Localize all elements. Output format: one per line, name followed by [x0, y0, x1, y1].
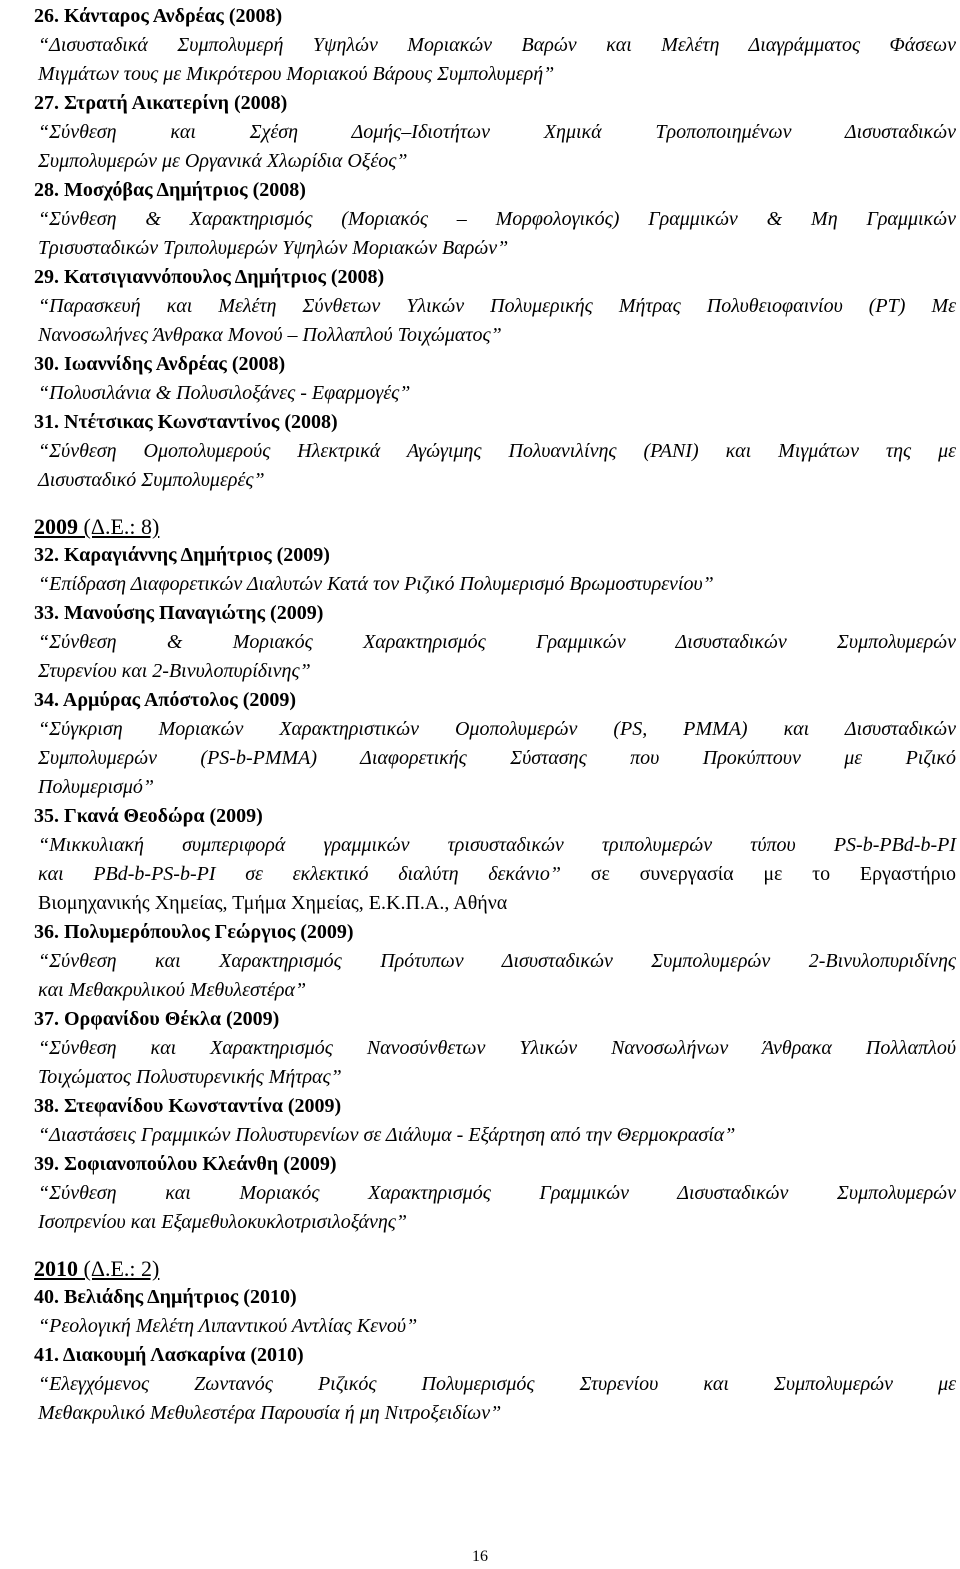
entry-36: [34, 918, 956, 1005]
entry-29: [34, 263, 956, 350]
entry-author: Στρατή Αικατερίνη (2008): [64, 92, 288, 114]
entry-heading: [34, 802, 956, 831]
entry-30: [34, 350, 956, 408]
entry-number: 27.: [34, 92, 59, 114]
entry-title-line: “Σύνθεση & Χαρακτηρισμός (Μοριακός – Μορφολογικός) Γραμμικών & Μη Γραμμικών: [38, 208, 956, 230]
year-heading-2009: [34, 513, 956, 541]
entry-title-line: “Ρεολογική Μελέτη Λιπαντικού Αντλίας Κενού”: [38, 1315, 418, 1337]
entry-author: Μοσχόβας Δημήτριος (2008): [64, 179, 306, 201]
entry-40: [34, 1283, 956, 1341]
entry-note-part: σε συνεργασία με το Εργαστήριο: [590, 863, 957, 885]
entry-title-line: “Σύνθεση & Μοριακός Χαρακτηρισμός Γραμμικών Δισυσταδικών Συμπολυμερών: [38, 631, 956, 653]
entry-title-line: Μιγμάτων τους με Μικρότερου Μοριακού Βάρους Συμπολυμερή”: [38, 63, 555, 85]
entry-32: [34, 541, 956, 599]
entry-number: 41.: [34, 1344, 59, 1366]
entry-title-line: “Δισυσταδικά Συμπολυμερή Υψηλών Μοριακών Βαρών και Μελέτη Διαγράμματος Φάσεων: [38, 34, 956, 56]
entry-39: [34, 1150, 956, 1237]
entries-2009-part2: [34, 918, 956, 1237]
entry-author: Διακουμή Λασκαρίνα (2010): [62, 1344, 304, 1366]
entry-title-line: “Σύνθεση και Χαρακτηρισμός Πρότυπων Δισυσταδικών Συμπολυμερών 2-Βινυλοπυριδίνης: [38, 950, 956, 972]
entry-number: 38.: [34, 1095, 59, 1117]
entry-title-line: Συμπολυμερών (PS-b-PMMA) Διαφορετικής Σύστασης που Προκύπτουν με Ριζικό: [38, 747, 956, 769]
entry-heading: [34, 176, 956, 205]
entry-heading: [34, 1005, 956, 1034]
entry-number: 33.: [34, 602, 59, 624]
entry-number: 35.: [34, 805, 59, 827]
page-number: 16: [472, 1548, 488, 1565]
entry-34: [34, 686, 956, 802]
entry-title-line: Μεθακρυλικό Μεθυλεστέρα Παρουσία ή μη Νιτροξειδίων”: [38, 1402, 502, 1424]
entry-title-part: και PBd-b-PS-b-PI σε εκλεκτικό διαλύτη δεκάνιο”: [38, 863, 562, 885]
entry-author: Καραγιάννης Δημήτριος (2009): [64, 544, 330, 566]
entry-38: [34, 1092, 956, 1150]
entry-number: 30.: [34, 353, 59, 375]
entry-author: Βελιάδης Δημήτριος (2010): [64, 1286, 297, 1308]
entry-title-line: “Μικκυλιακή συμπεριφορά γραμμικών τρισυσταδικών τριπολυμερών τύπου PS-b-PBd-b-PI: [38, 834, 956, 856]
entry-title-line: “Διαστάσεις Γραμμικών Πολυστυρενίων σε Διάλυμα - Εξάρτηση από την Θερμοκρασία”: [38, 1124, 736, 1146]
entry-number: 31.: [34, 411, 59, 433]
entry-title-line: “Παρασκευή και Μελέτη Σύνθετων Υλικών Πολυμερικής Μήτρας Πολυθειοφαινίου (PT) Με: [38, 295, 956, 317]
entry-35: [34, 802, 956, 918]
entry-37: [34, 1005, 956, 1092]
entry-heading: [34, 1341, 956, 1370]
entry-heading: [34, 1150, 956, 1179]
entries-2009-part1: [34, 541, 956, 802]
entry-title-line: [34, 860, 956, 889]
entry-title-line: “Επίδραση Διαφορετικών Διαλυτών Κατά τον Ριζικό Πολυμερισμό Βρωμοστυρενίου”: [38, 573, 714, 595]
entry-author: Κατσιγιαννόπουλος Δημήτριος (2008): [64, 266, 385, 288]
entry-title-line: “Σύγκριση Μοριακών Χαρακτηριστικών Ομοπολυμερών (PS, PMMA) και Δισυσταδικών: [38, 718, 956, 740]
entry-number: 32.: [34, 544, 59, 566]
entry-26: [34, 2, 956, 89]
entry-title-line: “Πολυσιλάνια & Πολυσιλοξάνες - Εφαρμογές”: [38, 382, 411, 404]
entry-heading: [34, 599, 956, 628]
entry-heading: [34, 1092, 956, 1121]
entry-author: Ορφανίδου Θέκλα (2009): [64, 1008, 280, 1030]
entry-heading: [34, 541, 956, 570]
entry-title-line: “Σύνθεση και Σχέση Δομής–Ιδιοτήτων Χημικά Τροποποιημένων Δισυσταδικών: [38, 121, 956, 143]
year-count: (Δ.Ε.: 8): [83, 514, 160, 539]
thesis-list: [34, 2, 956, 1428]
entry-author: Στεφανίδου Κωνσταντίνα (2009): [64, 1095, 342, 1117]
entry-title-line: Ισοπρενίου και Εξαμεθυλοκυκλοτρισιλοξάνης”: [38, 1211, 408, 1233]
year-label: 2009: [34, 514, 84, 539]
entry-title-line: και Μεθακρυλικού Μεθυλεστέρα”: [38, 979, 307, 1001]
entry-title-line: “Σύνθεση Ομοπολυμερούς Ηλεκτρικά Αγώγιμης Πολυανιλίνης (PANI) και Μιγμάτων της με: [38, 440, 956, 462]
entry-heading: [34, 263, 956, 292]
entry-heading: [34, 2, 956, 31]
entry-31: [34, 408, 956, 495]
entry-number: 26.: [34, 5, 59, 27]
entry-title-line: “Σύνθεση και Μοριακός Χαρακτηρισμός Γραμμικών Δισυσταδικών Συμπολυμερών: [38, 1182, 956, 1204]
year-label: 2010: [34, 1256, 84, 1281]
entry-title-line: Συμπολυμερών με Οργανικά Χλωρίδια Οξέος”: [38, 150, 408, 172]
entry-title-line: “Σύνθεση και Χαρακτηρισμός Νανοσύνθετων Υλικών Νανοσωλήνων Άνθρακα Πολλαπλού: [38, 1037, 956, 1059]
entry-author: Ιωαννίδης Ανδρέας (2008): [64, 353, 286, 375]
entry-heading: [34, 89, 956, 118]
entry-28: [34, 176, 956, 263]
entry-author: Μανούσης Παναγιώτης (2009): [64, 602, 324, 624]
entry-title-line: Δισυσταδικό Συμπολυμερές”: [38, 469, 265, 491]
entry-author: Πολυμερόπουλος Γεώργιος (2009): [64, 921, 354, 943]
entry-41: [34, 1341, 956, 1428]
entry-note-line: Βιομηχανικής Χημείας, Τμήμα Χημείας, Ε.Κ.Π.Α., Αθήνα: [38, 892, 508, 914]
year-heading-2010: [34, 1255, 956, 1283]
entry-title-line: Νανοσωλήνες Άνθρακα Μονού – Πολλαπλού Τοιχώματος”: [38, 324, 502, 346]
entry-title-line: Στυρενίου και 2-Βινυλοπυρίδινης”: [38, 660, 311, 682]
entry-title-line: Τρισυσταδικών Τριπολυμερών Υψηλών Μοριακών Βαρών”: [38, 237, 509, 259]
entry-author: Αρμύρας Απόστολος (2009): [62, 689, 297, 711]
entry-27: [34, 89, 956, 176]
entry-number: 40.: [34, 1286, 59, 1308]
entry-33: [34, 599, 956, 686]
entry-number: 28.: [34, 179, 59, 201]
entry-title-line: “Ελεγχόμενος Ζωντανός Ριζικός Πολυμερισμός Στυρενίου και Συμπολυμερών με: [38, 1373, 956, 1395]
entry-author: Σοφιανοπούλου Κλεάνθη (2009): [64, 1153, 337, 1175]
entry-title-line: Τοιχώματος Πολυστυρενικής Μήτρας”: [38, 1066, 342, 1088]
entry-author: Κάνταρος Ανδρέας (2008): [64, 5, 283, 27]
entry-author: Γκανά Θεοδώρα (2009): [64, 805, 263, 827]
entry-number: 36.: [34, 921, 59, 943]
entry-heading: [34, 686, 956, 715]
entry-heading: [34, 918, 956, 947]
entry-number: 29.: [34, 266, 59, 288]
entry-heading: [34, 1283, 956, 1312]
entry-number: 37.: [34, 1008, 59, 1030]
entry-number: 34.: [34, 689, 59, 711]
year-count: (Δ.Ε.: 2): [83, 1256, 160, 1281]
entry-heading: [34, 408, 956, 437]
entries-2008: [34, 2, 956, 495]
entry-title-line: Πολυμερισμό”: [38, 776, 155, 798]
entry-heading: [34, 350, 956, 379]
entry-author: Ντέτσικας Κωνσταντίνος (2008): [64, 411, 338, 433]
entries-2010: [34, 1283, 956, 1428]
entry-number: 39.: [34, 1153, 59, 1175]
